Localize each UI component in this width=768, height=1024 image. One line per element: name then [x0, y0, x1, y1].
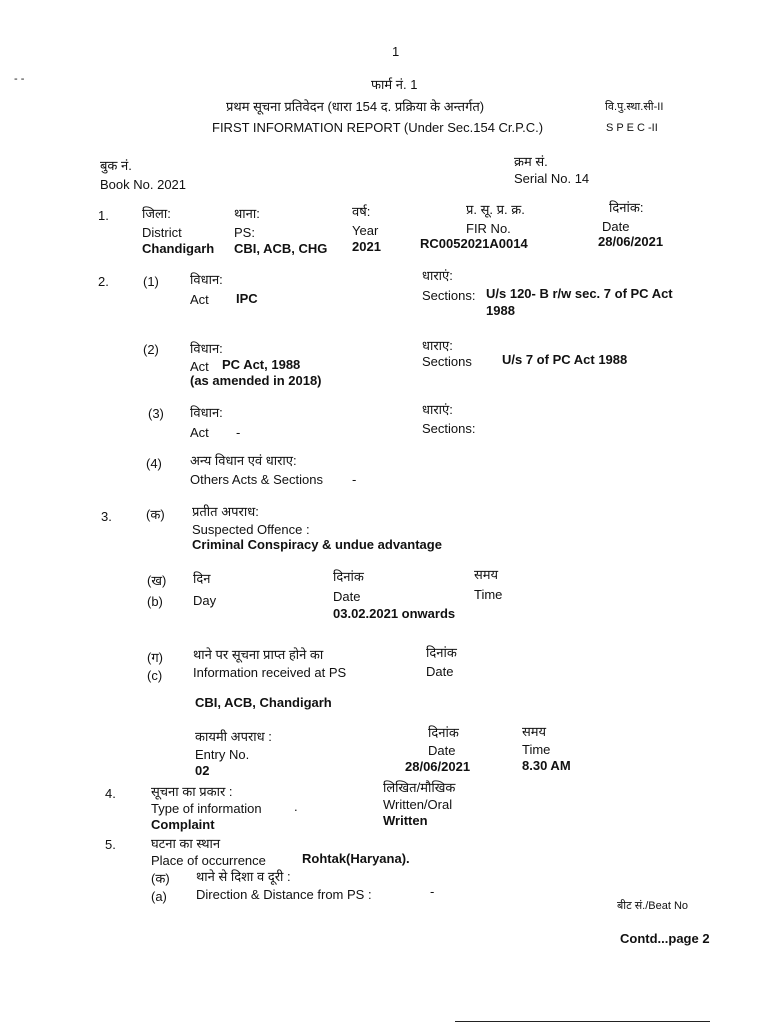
act-2-label: Act — [190, 359, 209, 374]
entry-label: Entry No. — [195, 747, 250, 762]
offence-label-hindi: प्रतीत अपराध: — [192, 504, 259, 519]
direction-index-hindi: (क) — [151, 871, 170, 886]
act-2-value: PC Act, 1988 — [222, 357, 301, 372]
sections-1-value-cont: 1988 — [486, 303, 515, 318]
title-english: FIRST INFORMATION REPORT (Under Sec.154 Cr.P.C.) — [212, 120, 544, 135]
act-2-label-hindi: विधान: — [190, 341, 223, 356]
date-label: Date — [602, 219, 630, 234]
sections-2-label: Sections — [422, 354, 472, 369]
act-3-label: Act — [190, 425, 209, 440]
info-received-label-hindi: थाने पर सूचना प्राप्त होने का — [193, 647, 324, 662]
place-value: Rohtak(Haryana). — [302, 851, 410, 866]
info-date-label: Date — [426, 664, 454, 679]
offence-date-label: Date — [333, 589, 361, 604]
date-value: 28/06/2021 — [598, 234, 664, 249]
sections-1-label-hindi: धाराएं: — [422, 268, 453, 283]
year-label-hindi: वर्ष: — [352, 204, 371, 219]
other-acts-label-hindi: अन्य विधान एवं धाराए: — [190, 453, 297, 468]
info-type-label-hindi: सूचना का प्रकार : — [151, 784, 233, 799]
info-date-label-hindi: दिनांक — [426, 645, 457, 660]
margin-mark: - - — [14, 73, 25, 85]
written-oral-label: Written/Oral — [383, 797, 453, 812]
info-type-label: Type of information — [151, 801, 262, 816]
entry-date-label: Date — [428, 743, 456, 758]
section-4-number: 4. — [105, 786, 116, 801]
year-label: Year — [352, 223, 379, 238]
book-label-hindi: बुक नं. — [100, 158, 132, 173]
serial-number: Serial No. 14 — [514, 171, 590, 186]
act-2-value-note: (as amended in 2018) — [190, 373, 322, 388]
written-oral-label-hindi: लिखित/मौखिक — [383, 780, 456, 795]
fir-label: FIR No. — [466, 221, 511, 236]
act-1-value: IPC — [236, 291, 258, 306]
entry-date-value: 28/06/2021 — [405, 759, 471, 774]
ps-label-hindi: थाना: — [234, 206, 260, 221]
ps-value: CBI, ACB, CHG — [234, 241, 328, 256]
dept-code-hindi: वि.पु.स्था.सी-II — [605, 101, 664, 113]
date-label-hindi: दिनांक: — [609, 200, 644, 215]
year-value: 2021 — [352, 239, 381, 254]
direction-value: - — [430, 884, 435, 899]
info-type-value: Complaint — [151, 817, 215, 832]
entry-value: 02 — [195, 763, 210, 778]
district-value: Chandigarh — [142, 241, 215, 256]
form-number: फार्म नं. 1 — [371, 77, 418, 92]
section-3-number: 3. — [101, 509, 112, 524]
place-label-hindi: घटना का स्थान — [151, 836, 221, 851]
info-type-dot: . — [294, 799, 298, 814]
info-received-label: Information received at PS — [193, 665, 347, 680]
fir-value: RC0052021A0014 — [420, 236, 528, 251]
fir-label-hindi: प्र. सू. प्र. क्र. — [466, 202, 525, 217]
other-acts-index: (4) — [146, 456, 162, 471]
place-label: Place of occurrence — [151, 853, 266, 868]
entry-time-value: 8.30 AM — [522, 758, 571, 773]
act-1-label-hindi: विधान: — [190, 272, 223, 287]
offence-value: Criminal Conspiracy & undue advantage — [192, 537, 442, 552]
district-label: District — [142, 225, 182, 240]
day-label-hindi: दिन — [193, 571, 211, 586]
day-index-hindi: (ख) — [147, 573, 167, 588]
entry-date-label-hindi: दिनांक — [428, 725, 459, 740]
info-index-hindi: (ग) — [147, 650, 163, 665]
offence-label: Suspected Offence : — [192, 522, 310, 537]
book-number: Book No. 2021 — [100, 177, 187, 192]
day-index: (b) — [147, 594, 163, 609]
beat-number-label: बीट सं./Beat No — [617, 900, 689, 912]
offence-date-label-hindi: दिनांक — [333, 569, 364, 584]
sections-1-label: Sections: — [422, 288, 476, 303]
offence-date-value: 03.02.2021 onwards — [333, 606, 456, 621]
other-acts-label: Others Acts & Sections — [190, 472, 323, 487]
entry-time-label: Time — [522, 742, 551, 757]
title-hindi: प्रथम सूचना प्रतिवेदन (धारा 154 द. प्रक्रिया के अन्तर्गत) — [226, 99, 485, 114]
act-1-label: Act — [190, 292, 209, 307]
offence-time-label: Time — [474, 587, 503, 602]
act-3-value: - — [236, 425, 241, 440]
section-1-number: 1. — [98, 208, 109, 223]
entry-time-label-hindi: समय — [522, 724, 547, 739]
sections-1-value: U/s 120- B r/w sec. 7 of PC Act — [486, 286, 673, 301]
section-5-number: 5. — [105, 837, 116, 852]
direction-label: Direction & Distance from PS : — [196, 887, 372, 902]
info-index: (c) — [147, 668, 163, 683]
sections-2-label-hindi: धाराए: — [422, 338, 453, 353]
page-number: 1 — [392, 44, 400, 59]
offence-time-label-hindi: समय — [474, 567, 499, 582]
act-3-label-hindi: विधान: — [190, 405, 223, 420]
info-received-place: CBI, ACB, Chandigarh — [195, 695, 332, 710]
sections-3-label: Sections: — [422, 421, 476, 436]
act-1-index: (1) — [143, 274, 159, 289]
act-2-index: (2) — [143, 342, 159, 357]
act-3-index: (3) — [148, 406, 164, 421]
other-acts-value: - — [352, 472, 357, 487]
continued-note: Contd...page 2 — [620, 931, 710, 946]
offence-index: (क) — [146, 507, 165, 522]
written-oral-value: Written — [383, 813, 428, 828]
sections-3-label-hindi: धाराएं: — [422, 402, 453, 417]
district-label-hindi: जिला: — [142, 206, 171, 221]
serial-label-hindi: क्रम सं. — [514, 154, 548, 169]
sections-2-value: U/s 7 of PC Act 1988 — [502, 352, 628, 367]
section-2-number: 2. — [98, 274, 109, 289]
entry-label-hindi: कायमी अपराध : — [195, 729, 272, 744]
ps-label: PS: — [234, 225, 255, 240]
bottom-rule — [455, 1021, 710, 1022]
direction-index: (a) — [151, 889, 167, 904]
direction-label-hindi: थाने से दिशा व दूरी : — [196, 869, 291, 884]
day-label: Day — [193, 593, 217, 608]
dept-code-english: S P E C -II — [606, 122, 658, 134]
